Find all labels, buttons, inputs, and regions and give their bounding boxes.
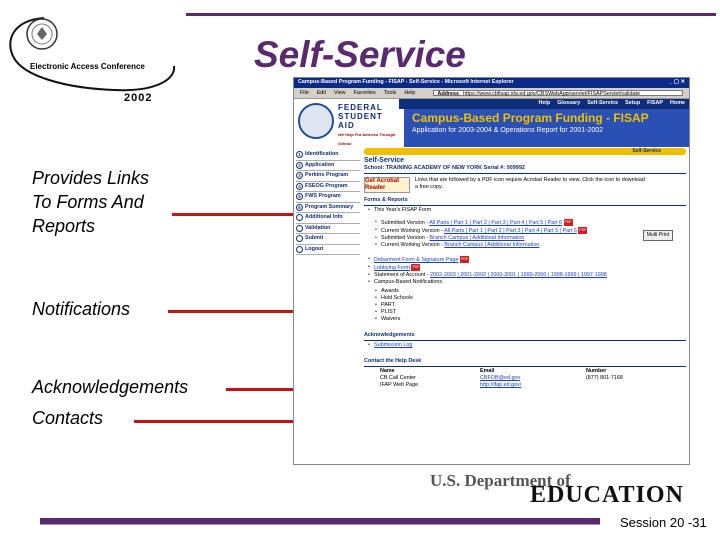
notifications-heading: • Campus-Based Notifications bbox=[364, 279, 686, 286]
version-prefix: Current Working Version - bbox=[381, 227, 445, 234]
step-number: 4 bbox=[296, 183, 303, 190]
sidebar-item-fseog[interactable] bbox=[296, 182, 360, 193]
sidebar-item-label: Validation bbox=[305, 224, 331, 231]
sidebar-item-submit[interactable] bbox=[296, 234, 360, 245]
school-info: School: TRAINING ACADEMY OF NEW YORK Serial #: 009992 bbox=[364, 165, 525, 171]
forms-heading: Forms & Reports bbox=[364, 197, 408, 203]
step-number bbox=[296, 214, 303, 221]
logo-year: 2002 bbox=[124, 92, 153, 104]
fsa-tagline: We Help Put America Through School bbox=[338, 132, 396, 146]
site-header bbox=[294, 99, 689, 147]
contact-email[interactable]: http://ifap.ed.gov/ bbox=[480, 381, 522, 388]
nav-glossary[interactable]: Glossary bbox=[557, 100, 581, 106]
acrobat-note: Links that are followed by a PDF icon require Acrobat Reader to view. Click the icon to download a free copy. bbox=[415, 177, 645, 190]
bottom-rule-shadow bbox=[40, 524, 600, 525]
contact-number: (877) 801-7168 bbox=[586, 374, 623, 381]
contact-email[interactable]: CBFOB@ed.gov bbox=[480, 374, 521, 381]
window-controls[interactable]: _ ▢ ✕ bbox=[669, 79, 685, 85]
top-rule bbox=[186, 13, 716, 16]
nav-help[interactable]: Help bbox=[538, 100, 551, 106]
sidebar-item-label: Additional Info bbox=[305, 214, 343, 221]
acrobat-reader-icon[interactable]: Get Acrobat Reader bbox=[364, 177, 410, 193]
nav-home[interactable]: Home bbox=[670, 100, 685, 106]
lobbying-item bbox=[364, 264, 686, 272]
page-heading: Self-Service bbox=[364, 157, 405, 164]
address-url[interactable]: https://www.cbfisap.sfa.ed.gov/CBSWebApp/servlet/FISAPServlet/validate bbox=[463, 91, 640, 97]
nav-setup[interactable]: Setup bbox=[625, 100, 641, 106]
step-number: 5 bbox=[296, 193, 303, 200]
multi-print-button[interactable]: Multi Print bbox=[643, 230, 673, 241]
version-item bbox=[364, 219, 686, 227]
pdf-icon[interactable]: PDF bbox=[579, 227, 587, 232]
version-links[interactable]: All Parts | Part 1 | Part 2 | Part 3 | Part 4 | Part 5 | Part 6 bbox=[444, 227, 577, 234]
label-links-line: To Forms And bbox=[32, 192, 144, 212]
fsa-line1: FEDERAL bbox=[338, 103, 383, 112]
version-links[interactable]: Branch Campus | Additional Information bbox=[429, 234, 525, 241]
sidebar-item-additional[interactable] bbox=[296, 213, 360, 224]
label-links bbox=[32, 166, 149, 238]
debarment-item bbox=[364, 256, 686, 264]
pdf-icon[interactable]: PDF bbox=[461, 256, 468, 261]
step-number: 3 bbox=[296, 172, 303, 179]
notification-item[interactable]: • Waivers bbox=[364, 316, 686, 323]
sidebar-item-label: Program Summary bbox=[305, 203, 354, 210]
step-number bbox=[296, 246, 303, 253]
banner-subtitle: Application for 2003-2004 & Operations Report for 2001-2002 bbox=[412, 127, 604, 134]
program-banner bbox=[404, 109, 689, 147]
menu-edit[interactable]: Edit bbox=[316, 90, 326, 96]
sidebar-item-perkins[interactable] bbox=[296, 171, 360, 182]
menu-tools[interactable]: Tools bbox=[383, 90, 397, 96]
address-bar[interactable] bbox=[433, 90, 683, 96]
sidebar-item-label: FWS Program bbox=[305, 193, 341, 200]
browser-menubar bbox=[294, 88, 689, 99]
sidebar-item-label: Submit bbox=[305, 235, 324, 242]
ed-seal-icon bbox=[298, 103, 334, 139]
label-notifications: Notifications bbox=[32, 299, 131, 319]
label-contacts: Contacts bbox=[32, 408, 104, 428]
notification-item[interactable]: • PLIST bbox=[364, 309, 686, 316]
divider bbox=[364, 340, 686, 341]
step-number: 1 bbox=[296, 151, 303, 158]
menu-help[interactable]: Help bbox=[404, 90, 416, 96]
version-links[interactable]: Branch Campus | Additional Information bbox=[444, 241, 540, 248]
notification-item[interactable]: • Awards bbox=[364, 288, 686, 295]
sidebar-nav bbox=[296, 150, 360, 255]
browser-title: Campus-Based Program Funding - FISAP - Self-Service - Microsoft Internet Explorer bbox=[298, 79, 514, 85]
sidebar-item-application[interactable] bbox=[296, 161, 360, 172]
main-content bbox=[364, 148, 686, 389]
debarment-link[interactable]: Debarment Form & Signature Page bbox=[374, 256, 459, 263]
label-links-line: Reports bbox=[32, 216, 96, 236]
dept-line1: U.S. Department of bbox=[430, 471, 571, 490]
self-service-tab bbox=[364, 148, 686, 155]
contact-heading: Contact the Help Desk bbox=[364, 357, 422, 364]
divider bbox=[364, 173, 686, 174]
sidebar-item-summary[interactable] bbox=[296, 203, 360, 214]
slide-title: Self-Service bbox=[254, 34, 466, 75]
ack-item bbox=[364, 342, 686, 349]
lobbying-link[interactable]: Lobbying Form bbox=[374, 264, 410, 271]
sidebar-item-label: Application bbox=[305, 161, 335, 168]
fsa-line2: STUDENT AID bbox=[338, 112, 383, 130]
menu-view[interactable]: View bbox=[333, 90, 346, 96]
dept-line2: EDUCATION bbox=[530, 482, 684, 508]
statement-links[interactable]: 2002-2003 | 2001-2002 | 2000-2001 | 1999-2000 | 1998-1999 | 1997-1998 bbox=[430, 271, 607, 278]
version-item bbox=[364, 227, 686, 235]
statement-prefix: Statement of Account - bbox=[374, 271, 431, 278]
step-number bbox=[296, 225, 303, 232]
browser-titlebar bbox=[294, 78, 689, 88]
logo-swoosh bbox=[4, 10, 180, 106]
nav-self-service[interactable]: Self-Service bbox=[587, 100, 619, 106]
session-number: Session 20 -31 bbox=[620, 515, 707, 530]
sidebar-item-label: Identification bbox=[305, 151, 339, 158]
sidebar-item-logout[interactable] bbox=[296, 245, 360, 256]
label-links-line: Provides Links bbox=[32, 168, 150, 188]
version-prefix: Submitted Version - bbox=[381, 234, 430, 241]
label-acknowledgements: Acknowledgements bbox=[32, 377, 189, 397]
nav-fisap[interactable]: FISAP bbox=[647, 100, 664, 106]
notification-item[interactable]: • PART bbox=[364, 302, 686, 309]
pdf-icon[interactable]: PDF bbox=[412, 264, 420, 269]
ack-heading: Acknowledgements bbox=[364, 331, 415, 338]
sidebar-item-identification[interactable] bbox=[296, 150, 360, 161]
sidebar-item-label: Logout bbox=[305, 245, 324, 252]
version-item bbox=[364, 242, 686, 249]
divider bbox=[364, 366, 686, 367]
contact-name: IFAP Web Page bbox=[380, 381, 419, 388]
contact-col-name: Name bbox=[380, 367, 395, 374]
pdf-icon[interactable]: PDF bbox=[564, 220, 572, 224]
contact-col-email: Email bbox=[480, 367, 495, 374]
contact-number bbox=[586, 382, 686, 389]
fsa-logo bbox=[338, 103, 398, 148]
menu-file[interactable]: File bbox=[300, 90, 309, 96]
submission-log-link[interactable]: Submission Log bbox=[374, 341, 413, 348]
logo-conference-text: Electronic Access Conference bbox=[30, 62, 145, 71]
version-item bbox=[364, 235, 686, 242]
banner-title: Campus-Based Program Funding - FISAP bbox=[412, 111, 649, 125]
conference-logo bbox=[4, 10, 180, 106]
step-number: 2 bbox=[296, 162, 303, 169]
version-links[interactable]: All Parts | Part 1 | Part 2 | Part 3 | Part 4 | Part 5 | Part 6 bbox=[429, 219, 562, 226]
step-number: 6 bbox=[296, 204, 303, 211]
notification-item[interactable]: • Hold Schools bbox=[364, 295, 686, 302]
fisap-form-item: • This Year's FISAP Form bbox=[364, 207, 686, 214]
address-label: Address bbox=[437, 91, 460, 97]
sidebar-item-validation[interactable] bbox=[296, 224, 360, 235]
sidebar-item-label: FSEOG Program bbox=[305, 182, 348, 189]
sidebar-item-label: Perkins Program bbox=[305, 172, 349, 179]
contact-name: CB Call Center bbox=[380, 374, 416, 381]
version-prefix: Submitted Version - bbox=[381, 219, 430, 226]
contact-table bbox=[364, 368, 686, 389]
menu-favorites[interactable]: Favorites bbox=[353, 90, 376, 96]
sidebar-item-fws[interactable] bbox=[296, 192, 360, 203]
statement-item bbox=[364, 272, 686, 279]
divider bbox=[364, 205, 686, 206]
acrobat-row bbox=[364, 177, 686, 193]
self-service-tab-label: Self-Service bbox=[632, 148, 661, 154]
top-nav bbox=[399, 99, 689, 109]
version-prefix: Current Working Version - bbox=[381, 241, 445, 248]
contact-col-number: Number bbox=[586, 367, 607, 374]
step-number bbox=[296, 235, 303, 242]
browser-screenshot bbox=[293, 77, 690, 465]
